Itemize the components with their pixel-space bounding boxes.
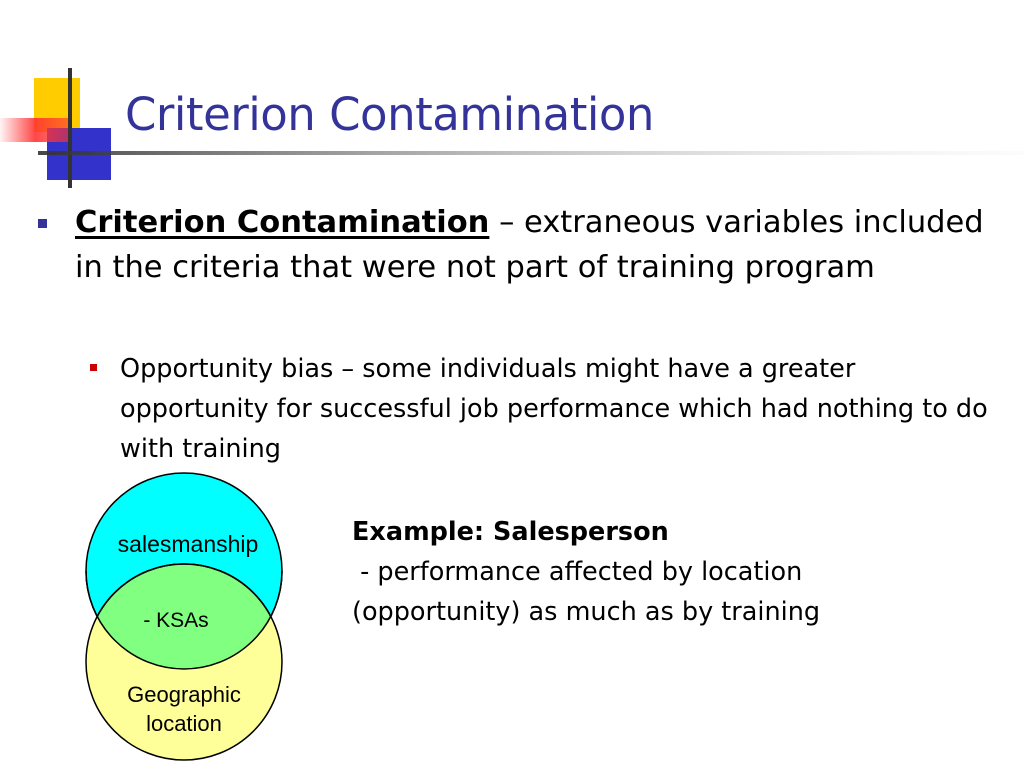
example-heading: Example: Salesperson <box>352 517 669 547</box>
deco-vertical-line <box>68 68 72 188</box>
sub-bullet-opportunity-bias: Opportunity bias – some individuals might have a greater opportunity for successful job performance which had nothing to do with training <box>120 354 988 464</box>
deco-red-bar <box>0 118 70 142</box>
venn-diagram <box>70 470 300 768</box>
deco-horizontal-line <box>38 151 1024 155</box>
label-salesmanship: salesmanship <box>117 531 259 557</box>
bullet-marker-primary <box>38 219 47 228</box>
bullet-criterion-contamination <box>75 200 1005 290</box>
bullet-term: Criterion Contamination <box>75 205 490 240</box>
example-line-1: - performance affected by location <box>352 557 803 587</box>
label-location: location <box>146 711 222 736</box>
slide-title: Criterion Contamination <box>125 88 654 141</box>
example-block <box>352 512 992 632</box>
example-line-2: (opportunity) as much as by training <box>352 597 821 627</box>
label-geographic: Geographic <box>127 682 241 707</box>
bullet-definition: – extraneous variables included in the criteria that were not part of training program <box>75 205 984 285</box>
bullet-marker-secondary <box>90 364 97 371</box>
label-ksas: - KSAs <box>143 609 209 632</box>
